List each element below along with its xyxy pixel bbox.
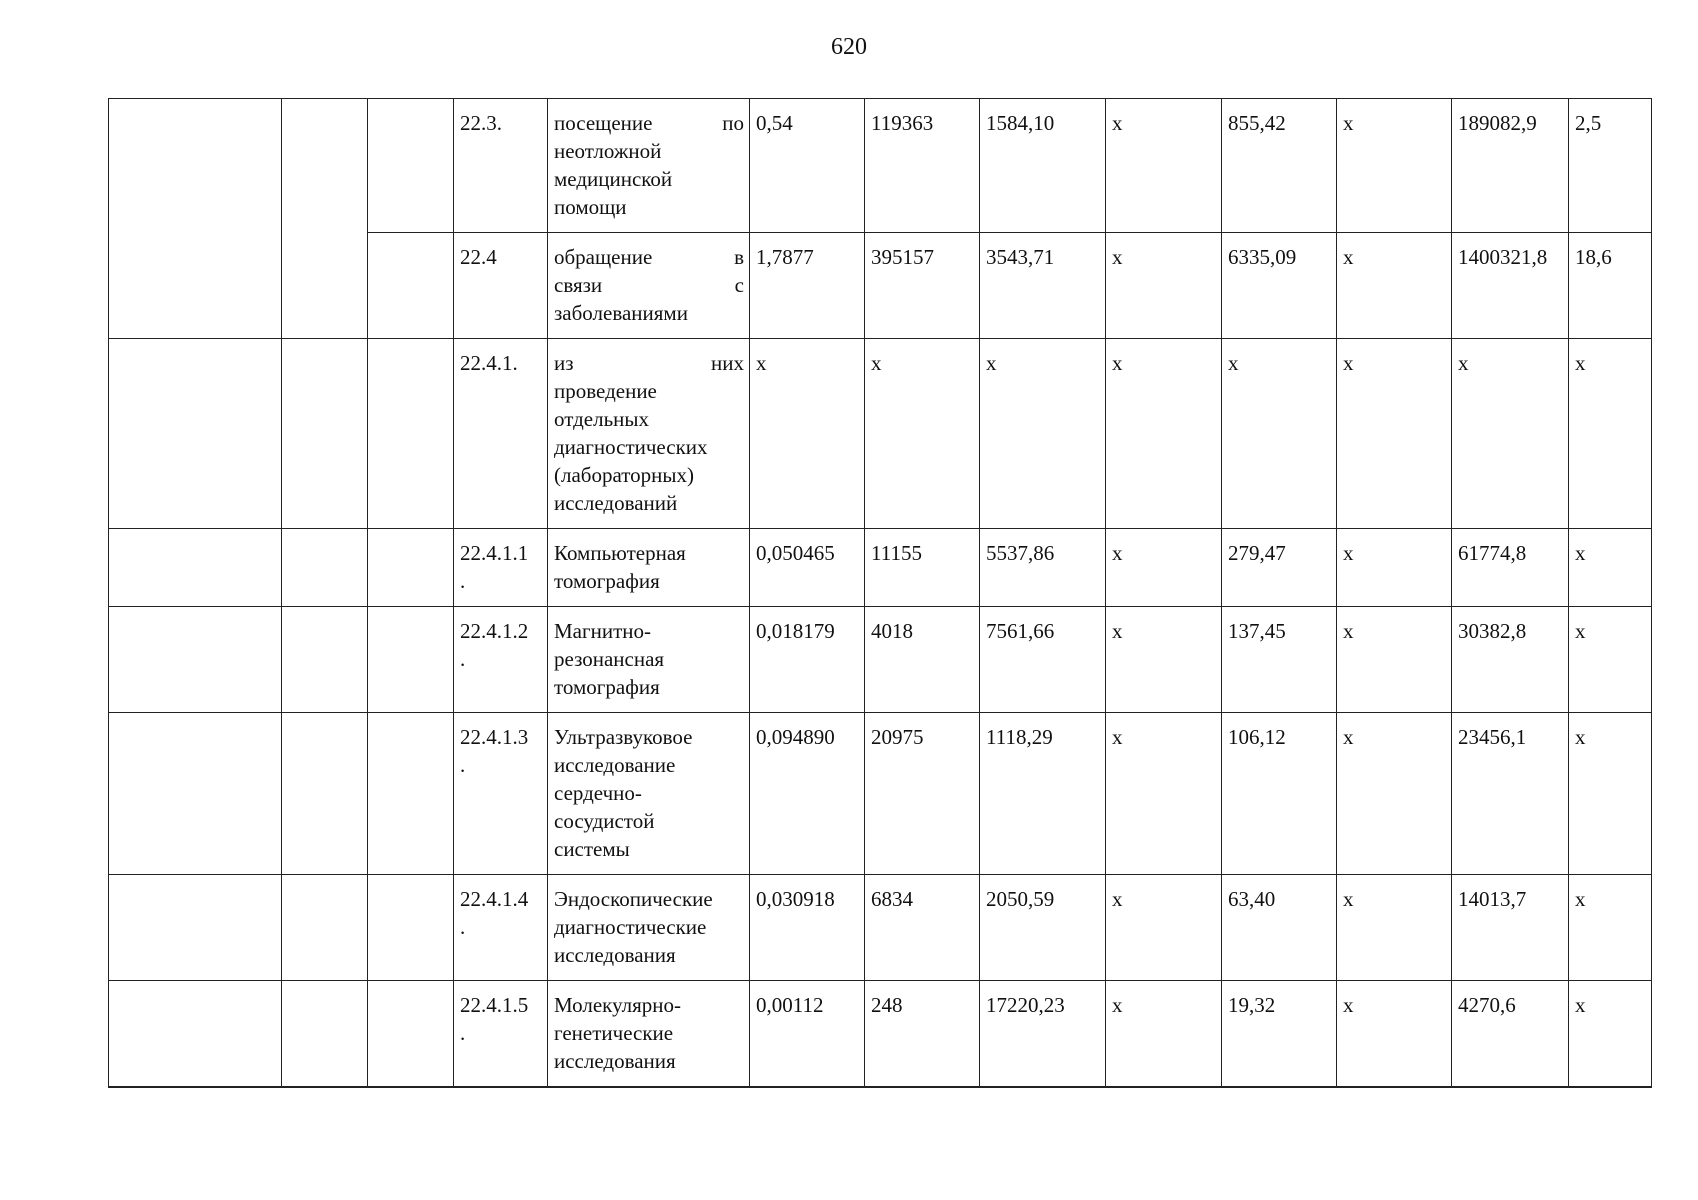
value-cell-c8: x xyxy=(1569,713,1652,875)
name-word: (лабораторных) xyxy=(554,463,694,487)
table-row xyxy=(109,875,1652,981)
row-code: 22.3. xyxy=(454,99,548,233)
value-cell-c1: 0,00112 xyxy=(750,981,865,1087)
name-line xyxy=(554,1047,744,1075)
name-line xyxy=(554,271,744,299)
row-code: 22.4.1.2 . xyxy=(454,607,548,713)
row-code: 22.4.1.3 . xyxy=(454,713,548,875)
name-line xyxy=(554,299,744,327)
value-cell-c6: x xyxy=(1337,713,1452,875)
name-line xyxy=(554,835,744,863)
row-name xyxy=(548,875,750,981)
value-cell-c3: x xyxy=(980,339,1106,529)
value-cell-c2: 4018 xyxy=(865,607,980,713)
table-row xyxy=(109,607,1652,713)
name-line xyxy=(554,617,744,645)
empty-cell xyxy=(109,607,282,713)
value-cell-c1: 0,018179 xyxy=(750,607,865,713)
row-code: 22.4.1. xyxy=(454,339,548,529)
name-line xyxy=(554,1019,744,1047)
value-cell-c1: 1,7877 xyxy=(750,233,865,339)
table-row xyxy=(109,99,1652,233)
value-cell-c6: x xyxy=(1337,529,1452,607)
value-cell-c5: 137,45 xyxy=(1222,607,1337,713)
name-word: исследования xyxy=(554,1049,676,1073)
name-word: с xyxy=(734,273,744,297)
empty-cell xyxy=(368,981,454,1087)
value-cell-c5: 19,32 xyxy=(1222,981,1337,1087)
value-cell-c3: 3543,71 xyxy=(980,233,1106,339)
row-name xyxy=(548,981,750,1087)
row-name xyxy=(548,529,750,607)
name-word: исследования xyxy=(554,943,676,967)
name-word: в xyxy=(734,245,744,269)
value-cell-c3: 2050,59 xyxy=(980,875,1106,981)
name-line xyxy=(554,193,744,221)
value-cell-c3: 5537,86 xyxy=(980,529,1106,607)
value-cell-c4: x xyxy=(1106,529,1222,607)
name-word: заболеваниями xyxy=(554,301,688,325)
value-cell-c8: x xyxy=(1569,607,1652,713)
name-word: медицинской xyxy=(554,167,673,191)
row-name xyxy=(548,233,750,339)
empty-cell xyxy=(109,713,282,875)
name-word: сосудистой xyxy=(554,809,655,833)
value-cell-c1: 0,094890 xyxy=(750,713,865,875)
name-word: проведение xyxy=(554,379,657,403)
value-cell-c3: 17220,23 xyxy=(980,981,1106,1087)
name-word: исследований xyxy=(554,491,678,515)
empty-cell xyxy=(368,339,454,529)
name-word: сердечно- xyxy=(554,781,642,805)
value-cell-c6: x xyxy=(1337,339,1452,529)
empty-cell xyxy=(368,875,454,981)
name-line xyxy=(554,165,744,193)
name-line xyxy=(554,349,744,377)
name-line xyxy=(554,461,744,489)
name-line xyxy=(554,991,744,1019)
value-cell-c4: x xyxy=(1106,875,1222,981)
name-line xyxy=(554,405,744,433)
name-word: Молекулярно- xyxy=(554,993,682,1017)
value-cell-c3: 1584,10 xyxy=(980,99,1106,233)
row-name xyxy=(548,339,750,529)
value-cell-c2: x xyxy=(865,339,980,529)
empty-cell xyxy=(368,529,454,607)
row-name xyxy=(548,607,750,713)
value-cell-c2: 11155 xyxy=(865,529,980,607)
name-line xyxy=(554,433,744,461)
empty-cell xyxy=(282,99,368,339)
name-word: неотложной xyxy=(554,139,662,163)
name-line xyxy=(554,751,744,779)
name-line xyxy=(554,377,744,405)
value-cell-c5: 63,40 xyxy=(1222,875,1337,981)
value-cell-c6: x xyxy=(1337,981,1452,1087)
table-row xyxy=(109,339,1652,529)
value-cell-c6: x xyxy=(1337,875,1452,981)
name-word: исследование xyxy=(554,753,676,777)
value-cell-c8: x xyxy=(1569,339,1652,529)
name-word: отдельных xyxy=(554,407,650,431)
row-name xyxy=(548,713,750,875)
empty-cell xyxy=(109,875,282,981)
value-cell-c4: x xyxy=(1106,607,1222,713)
value-cell-c8: 18,6 xyxy=(1569,233,1652,339)
name-line xyxy=(554,567,744,595)
value-cell-c4: x xyxy=(1106,981,1222,1087)
value-cell-c5: 855,42 xyxy=(1222,99,1337,233)
value-cell-c2: 6834 xyxy=(865,875,980,981)
empty-cell xyxy=(368,713,454,875)
empty-cell xyxy=(282,713,368,875)
value-cell-c4: x xyxy=(1106,99,1222,233)
table-body xyxy=(109,99,1652,1087)
value-cell-c1: 0,54 xyxy=(750,99,865,233)
value-cell-c8: x xyxy=(1569,529,1652,607)
value-cell-c8: x xyxy=(1569,875,1652,981)
name-line xyxy=(554,807,744,835)
name-word: диагностические xyxy=(554,915,707,939)
name-word: Компьютерная xyxy=(554,541,686,565)
name-word: Магнитно- xyxy=(554,619,651,643)
value-cell-c6: x xyxy=(1337,607,1452,713)
value-cell-c1: 0,030918 xyxy=(750,875,865,981)
name-word: томография xyxy=(554,569,660,593)
value-cell-c7: 23456,1 xyxy=(1452,713,1569,875)
name-word: Ультразвуковое xyxy=(554,725,693,749)
value-cell-c4: x xyxy=(1106,233,1222,339)
value-cell-c7: 14013,7 xyxy=(1452,875,1569,981)
value-cell-c1: 0,050465 xyxy=(750,529,865,607)
table-row xyxy=(109,713,1652,875)
name-line xyxy=(554,137,744,165)
empty-cell xyxy=(368,233,454,339)
name-word: из xyxy=(554,351,574,375)
empty-cell xyxy=(109,981,282,1087)
empty-cell xyxy=(109,99,282,339)
name-word: резонансная xyxy=(554,647,665,671)
value-cell-c8: x xyxy=(1569,981,1652,1087)
name-line xyxy=(554,645,744,673)
empty-cell xyxy=(368,99,454,233)
value-cell-c1: x xyxy=(750,339,865,529)
name-line xyxy=(554,723,744,751)
value-cell-c6: x xyxy=(1337,99,1452,233)
value-cell-c7: 189082,9 xyxy=(1452,99,1569,233)
services-table xyxy=(108,98,1652,1088)
value-cell-c2: 395157 xyxy=(865,233,980,339)
name-word: связи xyxy=(554,273,603,297)
value-cell-c3: 7561,66 xyxy=(980,607,1106,713)
empty-cell xyxy=(282,607,368,713)
name-line xyxy=(554,885,744,913)
value-cell-c7: x xyxy=(1452,339,1569,529)
value-cell-c7: 1400321,8 xyxy=(1452,233,1569,339)
name-word: генетические xyxy=(554,1021,674,1045)
value-cell-c7: 4270,6 xyxy=(1452,981,1569,1087)
name-line xyxy=(554,913,744,941)
name-line xyxy=(554,489,744,517)
empty-cell xyxy=(109,529,282,607)
name-word: Эндоскопические xyxy=(554,887,713,911)
name-line xyxy=(554,779,744,807)
name-word: посещение xyxy=(554,111,653,135)
value-cell-c6: x xyxy=(1337,233,1452,339)
name-line xyxy=(554,109,744,137)
value-cell-c5: 106,12 xyxy=(1222,713,1337,875)
value-cell-c7: 61774,8 xyxy=(1452,529,1569,607)
row-code: 22.4.1.5 . xyxy=(454,981,548,1087)
value-cell-c3: 1118,29 xyxy=(980,713,1106,875)
value-cell-c8: 2,5 xyxy=(1569,99,1652,233)
value-cell-c7: 30382,8 xyxy=(1452,607,1569,713)
value-cell-c5: 279,47 xyxy=(1222,529,1337,607)
name-word: по xyxy=(722,111,744,135)
empty-cell xyxy=(109,339,282,529)
name-word: томография xyxy=(554,675,660,699)
row-code: 22.4.1.1 . xyxy=(454,529,548,607)
empty-cell xyxy=(282,339,368,529)
empty-cell xyxy=(282,981,368,1087)
value-cell-c4: x xyxy=(1106,339,1222,529)
value-cell-c2: 248 xyxy=(865,981,980,1087)
name-word: системы xyxy=(554,837,630,861)
name-word: диагностических xyxy=(554,435,708,459)
table-row xyxy=(109,529,1652,607)
value-cell-c2: 20975 xyxy=(865,713,980,875)
name-word: них xyxy=(711,351,744,375)
name-line xyxy=(554,539,744,567)
name-word: помощи xyxy=(554,195,627,219)
name-line xyxy=(554,941,744,969)
value-cell-c5: 6335,09 xyxy=(1222,233,1337,339)
row-code: 22.4 xyxy=(454,233,548,339)
row-name xyxy=(548,99,750,233)
row-code: 22.4.1.4 . xyxy=(454,875,548,981)
name-line xyxy=(554,673,744,701)
name-word: обращение xyxy=(554,245,653,269)
value-cell-c2: 119363 xyxy=(865,99,980,233)
name-line xyxy=(554,243,744,271)
table-row xyxy=(109,981,1652,1087)
empty-cell xyxy=(368,607,454,713)
empty-cell xyxy=(282,529,368,607)
empty-cell xyxy=(282,875,368,981)
page-number: 620 xyxy=(831,34,867,60)
value-cell-c5: x xyxy=(1222,339,1337,529)
value-cell-c4: x xyxy=(1106,713,1222,875)
